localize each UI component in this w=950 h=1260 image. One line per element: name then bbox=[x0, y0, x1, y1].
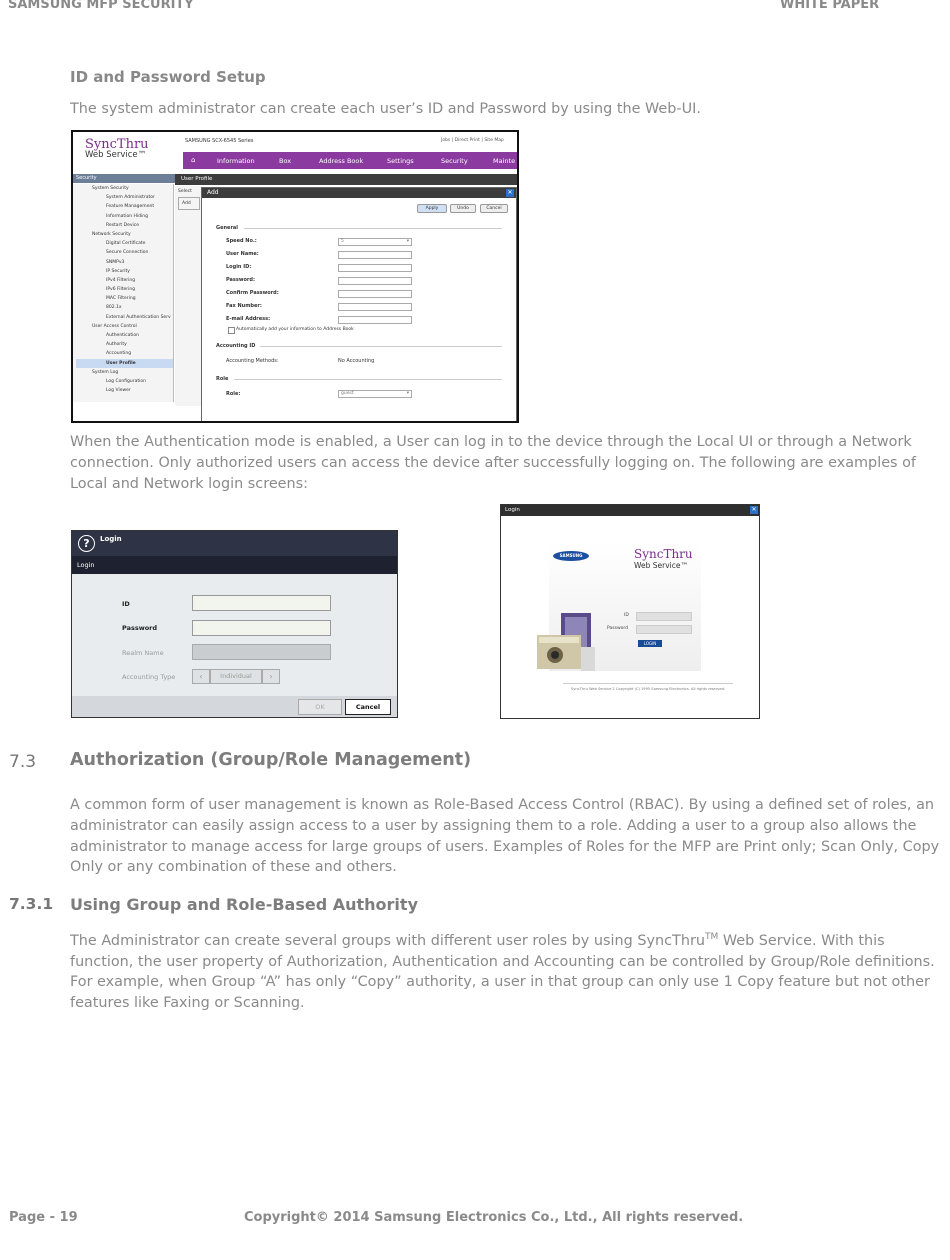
sidebar-item[interactable]: Feature Management bbox=[106, 204, 155, 210]
top-link[interactable]: Site Map bbox=[484, 138, 504, 143]
accounting-label: Accounting ID bbox=[216, 343, 256, 349]
role-field-label: Role: bbox=[226, 391, 241, 397]
password-input[interactable] bbox=[338, 277, 412, 285]
sidebar-item[interactable]: User Access Control bbox=[92, 323, 137, 329]
top-links: Jobs | Direct Print | Site Map bbox=[441, 138, 504, 143]
section-title: Authorization (Group/Role Management) bbox=[70, 750, 472, 770]
copyright-line: SyncThru Web Service 2 Copyright (C) 1995 Samsung Electronics. All rights reserved. bbox=[571, 687, 726, 691]
confirm-password-input[interactable] bbox=[338, 290, 412, 298]
login-id-input[interactable] bbox=[338, 264, 412, 272]
field-label: User Name: bbox=[226, 251, 259, 257]
field-label: Login ID: bbox=[226, 264, 252, 270]
id-input[interactable] bbox=[636, 612, 692, 621]
home-icon[interactable]: ⌂ bbox=[191, 156, 196, 164]
sidebar-item[interactable]: Authority bbox=[106, 342, 127, 348]
cancel-button[interactable]: Cancel bbox=[345, 699, 391, 715]
field-label: Confirm Password: bbox=[226, 290, 279, 296]
paragraph: A common form of user management is known as Role-Based Access Control (RBAC). By using a defined set of roles, an administrator can easily assign access to a user by assigning them to a role. Adding a user to a group also allows the administrator to manage access for large groups of users. Examples of Roles for the MFP are Print only; Scan Only, Copy Only or any combination of these and others. bbox=[70, 797, 940, 876]
login-titlebar bbox=[72, 531, 397, 556]
divider bbox=[563, 683, 733, 684]
copyright: Copyright© 2014 Samsung Electronics Co., Ltd., All rights reserved. bbox=[244, 1210, 744, 1225]
logo-subtitle: Web Service™ bbox=[85, 150, 147, 160]
sidebar-item[interactable]: Digital Certificate bbox=[106, 241, 146, 247]
field-label: Password: bbox=[226, 277, 255, 283]
page-number: Page - 19 bbox=[9, 1210, 78, 1225]
realm-label: Realm Name bbox=[122, 649, 164, 657]
nav-item[interactable]: Box bbox=[279, 157, 292, 165]
nav-item[interactable]: Mainte bbox=[493, 157, 516, 165]
panel-title: User Profile bbox=[175, 174, 519, 185]
accounting-methods-value: No Accounting bbox=[338, 358, 375, 364]
chevron-down-icon: ▾ bbox=[406, 239, 409, 244]
panel-behind bbox=[175, 186, 201, 406]
user-name-input[interactable] bbox=[338, 251, 412, 259]
nav-item[interactable]: Settings bbox=[387, 157, 414, 165]
id-label: ID bbox=[122, 600, 130, 608]
chevron-right-icon[interactable]: › bbox=[262, 669, 280, 684]
cancel-button[interactable]: Cancel bbox=[480, 204, 508, 213]
sidebar-title: Security bbox=[73, 174, 176, 183]
sidebar-item[interactable]: System Security bbox=[92, 186, 129, 191]
sidebar-item[interactable]: Network Security bbox=[92, 231, 131, 237]
sidebar-item[interactable]: 802.1x bbox=[106, 305, 122, 311]
network-login-screenshot bbox=[500, 504, 760, 719]
nav-item[interactable]: Address Book bbox=[319, 157, 364, 165]
section-number: 7.3 bbox=[9, 752, 37, 772]
speed-value: 5 bbox=[341, 239, 344, 244]
password-label: Password bbox=[122, 624, 158, 632]
subsection-title: Using Group and Role-Based Authority bbox=[70, 895, 418, 914]
close-icon[interactable]: ✕ bbox=[507, 189, 513, 196]
id-label: ID bbox=[624, 613, 629, 618]
field-label: Speed No.: bbox=[226, 238, 257, 244]
auto-add-checkbox[interactable] bbox=[228, 327, 235, 334]
password-label: Password bbox=[607, 626, 629, 631]
role-select[interactable] bbox=[338, 390, 412, 398]
sidebar-item[interactable]: SNMPv3 bbox=[106, 259, 125, 265]
subsection-title: ID and Password Setup bbox=[70, 68, 266, 86]
role-label: Role bbox=[216, 376, 229, 382]
model-name: SAMSUNG SCX-6545 Series bbox=[185, 138, 254, 144]
login-subtitle: Login bbox=[72, 556, 398, 574]
login-window-title: Login bbox=[501, 505, 760, 516]
sidebar-item[interactable]: Secure Connection bbox=[106, 250, 149, 256]
field-label: Fax Number: bbox=[226, 303, 262, 309]
help-icon[interactable]: ? bbox=[78, 535, 95, 552]
paragraph bbox=[70, 927, 940, 1014]
role-value: guest bbox=[341, 391, 354, 396]
sidebar-item[interactable]: Restart Device bbox=[106, 222, 139, 228]
sidebar-item[interactable]: External Authentication Serv bbox=[106, 314, 171, 320]
divider bbox=[244, 228, 502, 229]
sidebar-item[interactable]: System Log bbox=[92, 369, 119, 375]
panel-partial-label: Select bbox=[178, 189, 192, 194]
auto-add-label: Automatically add your information to Address Book bbox=[236, 327, 354, 332]
paragraph-text: The Administrator can create several groups with different user roles by using SyncThru bbox=[70, 932, 705, 949]
id-input[interactable] bbox=[192, 595, 331, 611]
logo-subtitle: Web Service™ bbox=[634, 561, 688, 570]
web-ui-screenshot bbox=[71, 130, 519, 423]
sidebar bbox=[73, 184, 174, 402]
sidebar-item[interactable]: Information Hiding bbox=[106, 213, 148, 219]
local-login-screenshot bbox=[71, 530, 398, 718]
header-left: SAMSUNG MFP SECURITY bbox=[8, 0, 194, 12]
apply-button[interactable]: Apply bbox=[417, 204, 447, 213]
undo-button[interactable]: Undo bbox=[450, 204, 476, 213]
login-button[interactable]: LOGIN bbox=[638, 640, 662, 647]
nav-item[interactable]: Security bbox=[441, 157, 468, 165]
sidebar-item[interactable]: MAC Filtering bbox=[106, 296, 136, 302]
password-input[interactable] bbox=[192, 620, 331, 636]
syncthru-logo: SyncThru bbox=[85, 137, 149, 152]
divider bbox=[234, 379, 502, 380]
field-label: E-mail Address: bbox=[226, 316, 271, 322]
sidebar-item[interactable]: IPv6 Filtering bbox=[106, 287, 136, 293]
password-input[interactable] bbox=[636, 625, 692, 634]
login-title: Login bbox=[100, 535, 122, 543]
sidebar-item[interactable]: System Administrator bbox=[106, 195, 155, 201]
dialog-title: Add bbox=[202, 188, 516, 198]
paragraph: When the Authentication mode is enabled, a User can log in to the device through the Local UI or through a Network connection. Only authorized users can access the device after successfully logging on. The following are examples of Local and Network login screens: bbox=[70, 434, 916, 492]
divider bbox=[260, 346, 502, 347]
general-label: General bbox=[216, 225, 238, 231]
paragraph: The system administrator can create each user’s ID and Password by using the Web-UI. bbox=[70, 101, 701, 117]
add-dialog bbox=[201, 187, 517, 423]
subsection-number: 7.3.1 bbox=[9, 895, 54, 913]
sidebar-item[interactable]: Authentication bbox=[106, 333, 140, 338]
panel-partial-button[interactable]: Add bbox=[178, 197, 200, 210]
nav-bar bbox=[183, 152, 517, 169]
header-right: WHITE PAPER bbox=[780, 0, 880, 12]
accounting-type-label: Accounting Type bbox=[122, 673, 176, 681]
sidebar-item[interactable]: Accounting bbox=[106, 351, 132, 357]
chevron-left-icon[interactable]: ‹ bbox=[192, 669, 210, 684]
email-input[interactable] bbox=[338, 316, 412, 324]
top-link[interactable]: Direct Print bbox=[454, 138, 480, 143]
paragraph-text: Web Service. With this function, the user property of Authorization, Authentication and Accounting can be controlled by Group/Role definitions. For example, when Group “A” has only “Copy” authority, a user in that group can only use 1 Copy feature but not other features like Faxing or Scanning. bbox=[70, 932, 935, 1012]
top-link[interactable]: Jobs bbox=[441, 138, 451, 143]
accounting-methods-label: Accounting Methods: bbox=[226, 358, 279, 364]
samsung-logo: SAMSUNG bbox=[553, 551, 589, 561]
realm-input[interactable] bbox=[192, 644, 331, 660]
ok-button[interactable]: OK bbox=[298, 699, 342, 715]
syncthru-logo: SyncThru bbox=[634, 547, 693, 561]
sidebar-item[interactable]: Log Configuration bbox=[106, 378, 146, 384]
close-icon[interactable]: ✕ bbox=[751, 506, 757, 513]
printer-lock-illustration bbox=[533, 609, 605, 681]
trademark: TM bbox=[704, 932, 719, 942]
sidebar-item-selected[interactable]: User Profile bbox=[76, 359, 173, 368]
speed-select[interactable] bbox=[338, 238, 412, 246]
accounting-type-value: Individual bbox=[210, 669, 262, 684]
sidebar-item[interactable]: IP Security bbox=[106, 268, 130, 274]
nav-item[interactable]: Information bbox=[217, 157, 255, 165]
chevron-down-icon: ▾ bbox=[406, 391, 409, 396]
sidebar-item[interactable]: Log Viewer bbox=[106, 388, 131, 394]
fax-number-input[interactable] bbox=[338, 303, 412, 311]
sidebar-item[interactable]: IPv4 Filtering bbox=[106, 277, 136, 283]
